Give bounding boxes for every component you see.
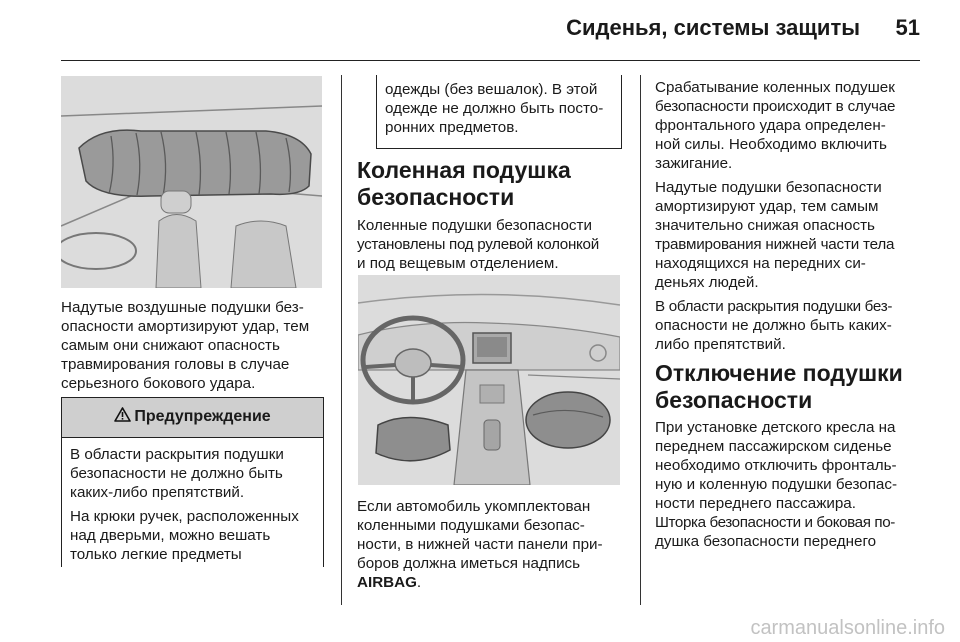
text-line: боров должна иметься надпись — [357, 555, 581, 572]
text-line: В области раскрытия подушки без- — [655, 298, 893, 315]
column-divider — [640, 75, 641, 605]
warning-box — [61, 397, 324, 567]
dashboard-drawing — [358, 275, 620, 485]
text-line: ной силы. Необходимо включить — [655, 136, 887, 153]
text-line: травмирования нижней части тела — [655, 236, 895, 253]
text-line: безопасности не должно быть — [70, 465, 283, 482]
text-line: коленными подушками безопас- — [357, 517, 585, 534]
text-line: либо препятствий. — [655, 336, 786, 353]
curtain-airbag-drawing — [61, 76, 322, 288]
text-line: одежды (без вешалок). В этой — [385, 81, 598, 98]
text-line: душка безопасности переднего — [655, 533, 877, 550]
text-line: фронтального удара определен- — [655, 117, 886, 134]
text-line: Надутые подушки безопасности — [655, 179, 882, 196]
text-line: ности переднего пассажира. — [655, 495, 856, 512]
heading-line: безопасности — [655, 387, 813, 413]
header-divider — [61, 60, 920, 61]
text-line: переднем пассажирском сиденье — [655, 438, 892, 455]
text-line: только легкие предметы — [70, 546, 242, 563]
knee-airbag-illustration — [358, 275, 620, 485]
airbag-label-line — [357, 573, 633, 592]
chapter-title: Сиденья, системы защиты — [566, 15, 860, 40]
text-line: над дверьми, можно вешать — [70, 527, 271, 544]
text-line: зажигание. — [655, 155, 733, 172]
text-line: Надутые воздушные подушки без- — [61, 299, 304, 316]
text-line: серьезного бокового удара. — [61, 375, 256, 392]
column-divider — [341, 75, 342, 605]
text-line: деньях людей. — [655, 274, 759, 291]
text-line: В области раскрытия подушки — [70, 446, 284, 463]
text-line: опасности не должно быть каких- — [655, 317, 892, 334]
text-line: каких-либо препятствий. — [70, 484, 245, 501]
text-line: ронних предметов. — [385, 119, 519, 136]
warning-title: Предупреждение — [134, 408, 271, 425]
text-line: опасности амортизируют удар, тем — [61, 318, 310, 335]
text-line: Если автомобиль укомплектован — [357, 498, 591, 515]
watermark: carmanualsonline.info — [750, 617, 945, 639]
heading-line: Коленная подушка — [357, 157, 571, 183]
text-line: самым они снижают опасность — [61, 337, 280, 354]
text-line: ности, в нижней части панели при- — [357, 536, 603, 553]
text-line: одежде не должно быть посто- — [385, 100, 604, 117]
text-line: Коленные подушки безопасности — [357, 217, 592, 234]
text-line: травмирования головы в случае — [61, 356, 290, 373]
text-line: При установке детского кресла на — [655, 419, 896, 436]
text-line: безопасности происходит в случае — [655, 98, 896, 115]
text-line: Шторка безопасности и боковая по- — [655, 514, 895, 531]
curtain-airbag-illustration — [61, 76, 322, 288]
text-line: ную и коленную подушки безопас- — [655, 476, 898, 493]
warning-box-continued — [376, 75, 622, 149]
warning-header — [62, 397, 323, 438]
warning-triangle-icon — [114, 407, 131, 422]
text-line: На крюки ручек, расположенных — [70, 508, 299, 525]
page-number: 51 — [895, 15, 920, 40]
text-line: находящихся на передних си- — [655, 255, 866, 272]
heading-line: Отключение подушки — [655, 360, 903, 386]
text-line: амортизируют удар, тем самым — [655, 198, 879, 215]
text-line: значительно снижая опасность — [655, 217, 875, 234]
text-line: установлены под рулевой колонкой — [357, 236, 599, 253]
heading-line: безопасности — [357, 184, 515, 210]
airbag-label: AIRBAG — [357, 574, 417, 591]
label-suffix: . — [416, 574, 422, 591]
text-line: необходимо отключить фронталь- — [655, 457, 897, 474]
text-line: и под вещевым отделением. — [357, 255, 559, 272]
text-line: Срабатывание коленных подушек — [655, 79, 895, 96]
